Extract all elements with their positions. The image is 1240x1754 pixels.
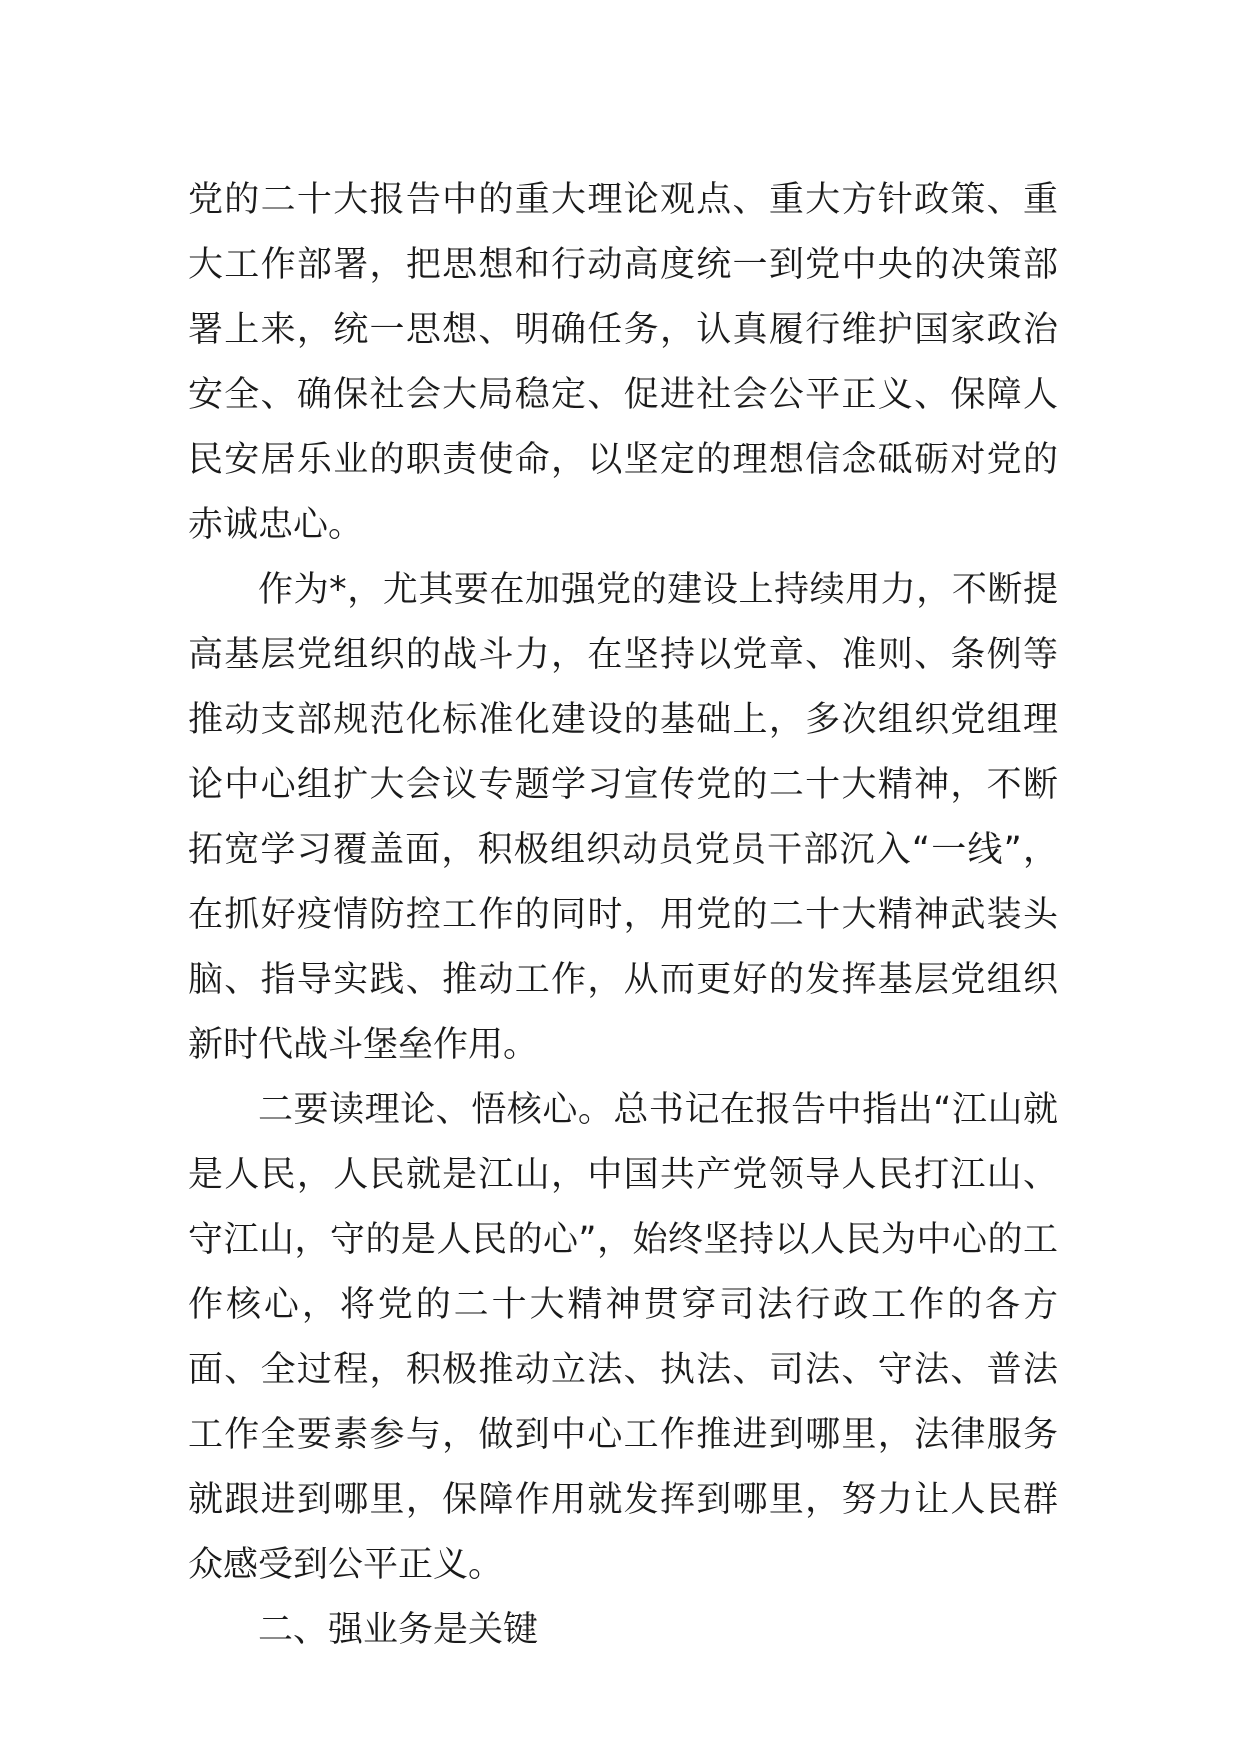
paragraph-party-building: 作为*，尤其要在加强党的建设上持续用力，不断提高基层党组织的战斗力，在坚持以党章、准则、条例等推动支部规范化标准化建设的基础上，多次组织党组理论中心组扩大会议专题学习宣传党的二十大精神，不断拓宽学习覆盖面，积极组织动员党员干部沉入“一线”，在抓好疫情防控工作的同时，用党的二十大精神武装头脑、指导实践、推动工作，从而更好的发挥基层党组织新时代战斗堡垒作用。 (188, 570, 1058, 1065)
paragraph-continuation: 党的二十大报告中的重大理论观点、重大方针政策、重大工作部署，把思想和行动高度统一到党中央的决策部署上来，统一思想、明确任务，认真履行维护国家政治安全、确保社会大局稳定、促进社会公平正义、保障人民安居乐业的职责使命，以坚定的理想信念砥砺对党的赤诚忠心。 (188, 180, 1058, 545)
section-heading: 二、强业务是关键 (258, 1610, 539, 1650)
document-body (188, 168, 1058, 1663)
paragraph-theory-core: 二要读理论、悟核心。总书记在报告中指出“江山就是人民，人民就是江山，中国共产党领导人民打江山、守江山，守的是人民的心”，始终坚持以人民为中心的工作核心，将党的二十大精神贯穿司法行政工作的各方面、全过程，积极推动立法、执法、司法、守法、普法工作全要素参与，做到中心工作推进到哪里，法律服务就跟进到哪里，保障作用就发挥到哪里，努力让人民群众感受到公平正义。 (188, 1090, 1058, 1585)
